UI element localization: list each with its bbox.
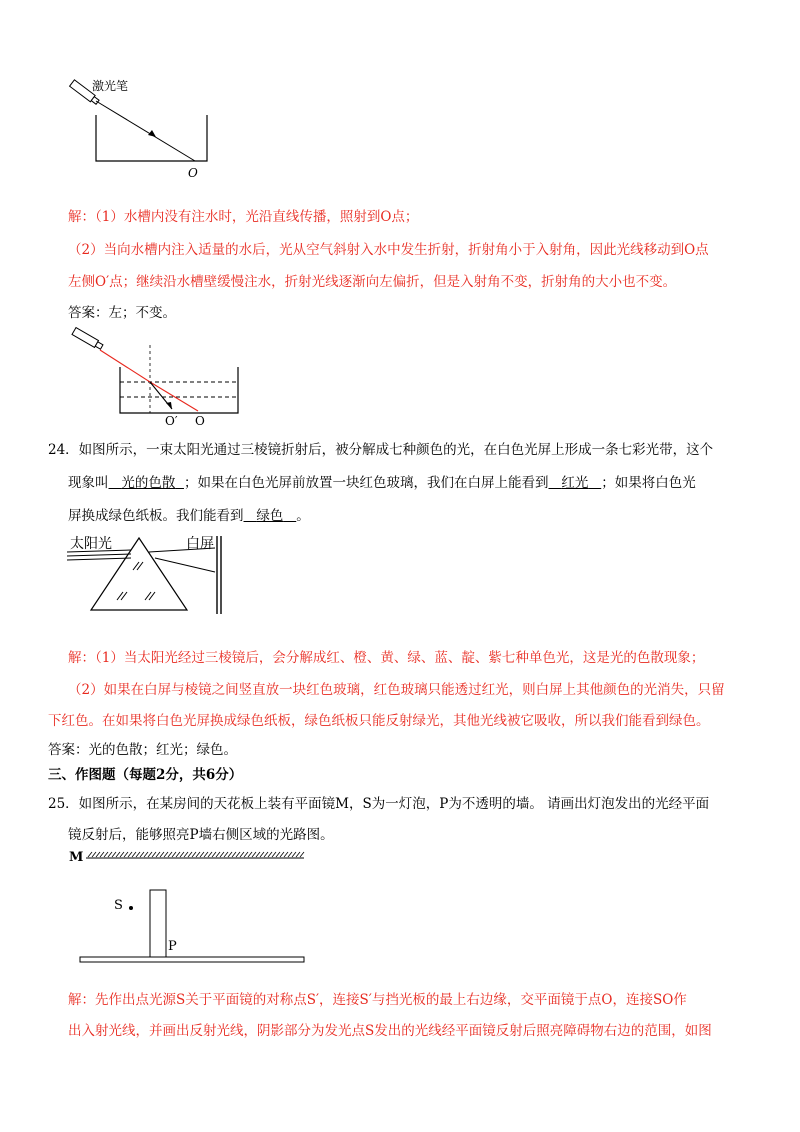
- screen-label: 白屏: [186, 536, 214, 552]
- lamp-s-dot: [129, 906, 133, 910]
- original-ray: [150, 382, 198, 411]
- sunlight-ray-2: [67, 554, 131, 556]
- mirror-figure: [70, 850, 310, 970]
- mirror-hatch-stroke: [148, 852, 152, 857]
- answer-23: 答案：左；不变。: [68, 305, 176, 321]
- mirror-hatch-stroke: [268, 852, 272, 857]
- answer-24: 答案：光的色散；红光；绿色。: [48, 742, 237, 758]
- o-label: O: [195, 414, 205, 428]
- mirror-hatch-stroke: [108, 852, 112, 857]
- mirror-hatch-stroke: [196, 852, 200, 857]
- water-tank: [96, 115, 207, 161]
- section-heading: 三、作图题（每题2分，共6分）: [48, 767, 243, 783]
- mirror-hatch-stroke: [168, 852, 172, 857]
- sunlight-ray-3: [67, 558, 131, 560]
- mirror-hatch-stroke: [284, 852, 288, 857]
- mirror-hatch-stroke: [252, 852, 256, 857]
- mirror-hatch-stroke: [128, 852, 132, 857]
- wall-p-label: P: [168, 939, 177, 954]
- q24-text-b: ；如果在白色光屏前放置一块红色玻璃，我们在白屏上能看到: [183, 475, 549, 491]
- mirror-hatch-stroke: [188, 852, 192, 857]
- mirror-hatch-stroke: [292, 852, 296, 857]
- ray-arrow-icon: [166, 402, 172, 409]
- mirror-hatch-stroke: [140, 852, 144, 857]
- mirror-hatch-stroke: [276, 852, 280, 857]
- mirror-hatch-stroke: [172, 852, 176, 857]
- solution-23-line-1: 解：（1）水槽内没有注水时，光沿直线传播，照射到O点；: [68, 209, 419, 225]
- q24-text-c: ；如果将白色光: [601, 475, 696, 491]
- q24-blank-1: [109, 475, 184, 491]
- mirror-hatch-stroke: [200, 852, 204, 857]
- question-24-line-2: [68, 473, 696, 493]
- laser-label: 激光笔: [92, 79, 129, 93]
- q24-blank-3-text: 绿色: [256, 508, 284, 524]
- mirror-hatch-stroke: [112, 852, 116, 857]
- mirror-hatch-stroke: [248, 852, 252, 857]
- mirror-hatch-stroke: [256, 852, 260, 857]
- mirror-hatch-stroke: [152, 852, 156, 857]
- q24-text-d: 屏换成绿色纸板。我们能看到: [68, 508, 244, 524]
- mirror-hatch-stroke: [264, 852, 268, 857]
- mirror-hatch-stroke: [220, 852, 224, 857]
- sunlight-label: 太阳光: [70, 536, 112, 552]
- q24-blank-2-text: 红光: [561, 475, 589, 491]
- laser-pen-icon: [72, 328, 104, 351]
- question-24-line-1: 24．如图所示，一束太阳光通过三棱镜折射后，被分解成七种颜色的光，在白色光屏上形成一条七彩光带，这个: [48, 442, 714, 458]
- mirror-hatch-stroke: [180, 852, 184, 857]
- question-25-line-1: 25．如图所示，在某房间的天花板上装有平面镜M，S为一灯泡，P为不透明的墙。 请画出灯泡发出的光经平面: [48, 796, 710, 812]
- solution-23-line-3: 左侧O′点；继续沿水槽壁缓慢注水，折射光线逐渐向左偏折，但是入射角不变，折射角的大小也不变。: [68, 274, 677, 290]
- mirror-hatch-stroke: [92, 852, 96, 857]
- mirror-hatch-stroke: [300, 852, 304, 857]
- wall-p: [150, 890, 166, 958]
- mirror-hatch-stroke: [132, 852, 136, 857]
- mirror-hatch-stroke: [96, 852, 100, 857]
- question-24-line-3: [68, 506, 310, 526]
- mirror-hatch-stroke: [104, 852, 108, 857]
- solution-23-line-2: （2）当向水槽内注入适量的水后，光从空气斜射入水中发生折射，折射角小于入射角，因此光线移动到O点: [68, 242, 709, 258]
- q24-blank-2: [548, 475, 601, 491]
- mirror-hatch-stroke: [232, 852, 236, 857]
- mirror-hatch-stroke: [124, 852, 128, 857]
- floor: [80, 957, 304, 962]
- mirror-hatch-stroke: [240, 852, 244, 857]
- light-ray: [96, 101, 195, 161]
- mirror-hatch-stroke: [164, 852, 168, 857]
- mirror-hatch-stroke: [100, 852, 104, 857]
- mirror-hatch-stroke: [204, 852, 208, 857]
- mirror-hatch-stroke: [176, 852, 180, 857]
- q24-text-a: 现象叫: [68, 475, 109, 491]
- q24-text-e: 。: [296, 508, 310, 524]
- mirror-hatch-stroke: [272, 852, 276, 857]
- mirror-hatch-stroke: [160, 852, 164, 857]
- dispersed-ray-bottom: [155, 558, 215, 572]
- question-25-line-2: 镜反射后，能够照亮P墙右侧区域的光路图。: [68, 827, 334, 843]
- solution-25-line-2: 出入射光线，并画出反射光线，阴影部分为发光点S发出的光线经平面镜反射后照亮障碍物右边的范围，如图: [68, 1023, 712, 1039]
- mirror-hatch-stroke: [280, 852, 284, 857]
- refraction-figure: [60, 325, 240, 425]
- mirror-m-label: M: [69, 850, 84, 865]
- mirror-hatch-stroke: [120, 852, 124, 857]
- mirror-hatch-stroke: [288, 852, 292, 857]
- solution-24-line-2: （2）如果在白屏与棱镜之间竖直放一块红色玻璃，红色玻璃只能透过红光，则白屏上其他颜色的光消失，只留: [68, 682, 725, 698]
- q24-blank-3: [244, 508, 297, 524]
- mirror-hatch-stroke: [156, 852, 160, 857]
- o-point-label: O: [188, 166, 198, 180]
- lamp-s-label: S: [114, 898, 123, 913]
- mirror-hatch-stroke: [116, 852, 120, 857]
- mirror-hatch-stroke: [260, 852, 264, 857]
- mirror-hatch-stroke: [212, 852, 216, 857]
- mirror-hatch-stroke: [224, 852, 228, 857]
- mirror-hatch-stroke: [192, 852, 196, 857]
- o-prime-label: O′: [165, 414, 178, 428]
- q24-blank-1-text: 光的色散: [121, 475, 176, 491]
- mirror-hatch-stroke: [236, 852, 240, 857]
- mirror-hatch-stroke: [88, 852, 92, 857]
- mirror-hatch-stroke: [208, 852, 212, 857]
- solution-24-line-1: 解：（1）当太阳光经过三棱镜后，会分解成红、橙、黄、绿、蓝、靛、紫七种单色光，这是光的色散现象；: [68, 650, 705, 666]
- mirror-hatch-stroke: [184, 852, 188, 857]
- mirror-hatch-stroke: [296, 852, 300, 857]
- mirror-hatch-stroke: [244, 852, 248, 857]
- mirror-hatch-stroke: [216, 852, 220, 857]
- mirror-hatch-stroke: [144, 852, 148, 857]
- solution-25-line-1: 解：先作出点光源S关于平面镜的对称点S′，连接S′与挡光板的最上右边缘，交平面镜于点O，连接SO作: [68, 992, 687, 1008]
- solution-24-line-3: 下红色。在如果将白色光屏换成绿色纸板，绿色纸板只能反射绿光，其他光线被它吸收，所以我们能看到绿色。: [48, 713, 710, 729]
- mirror-hatch-icon: [88, 852, 304, 857]
- mirror-hatch-stroke: [136, 852, 140, 857]
- mirror-hatch-stroke: [228, 852, 232, 857]
- glass-hatch-icon: [117, 562, 155, 600]
- incident-ray: [100, 350, 150, 382]
